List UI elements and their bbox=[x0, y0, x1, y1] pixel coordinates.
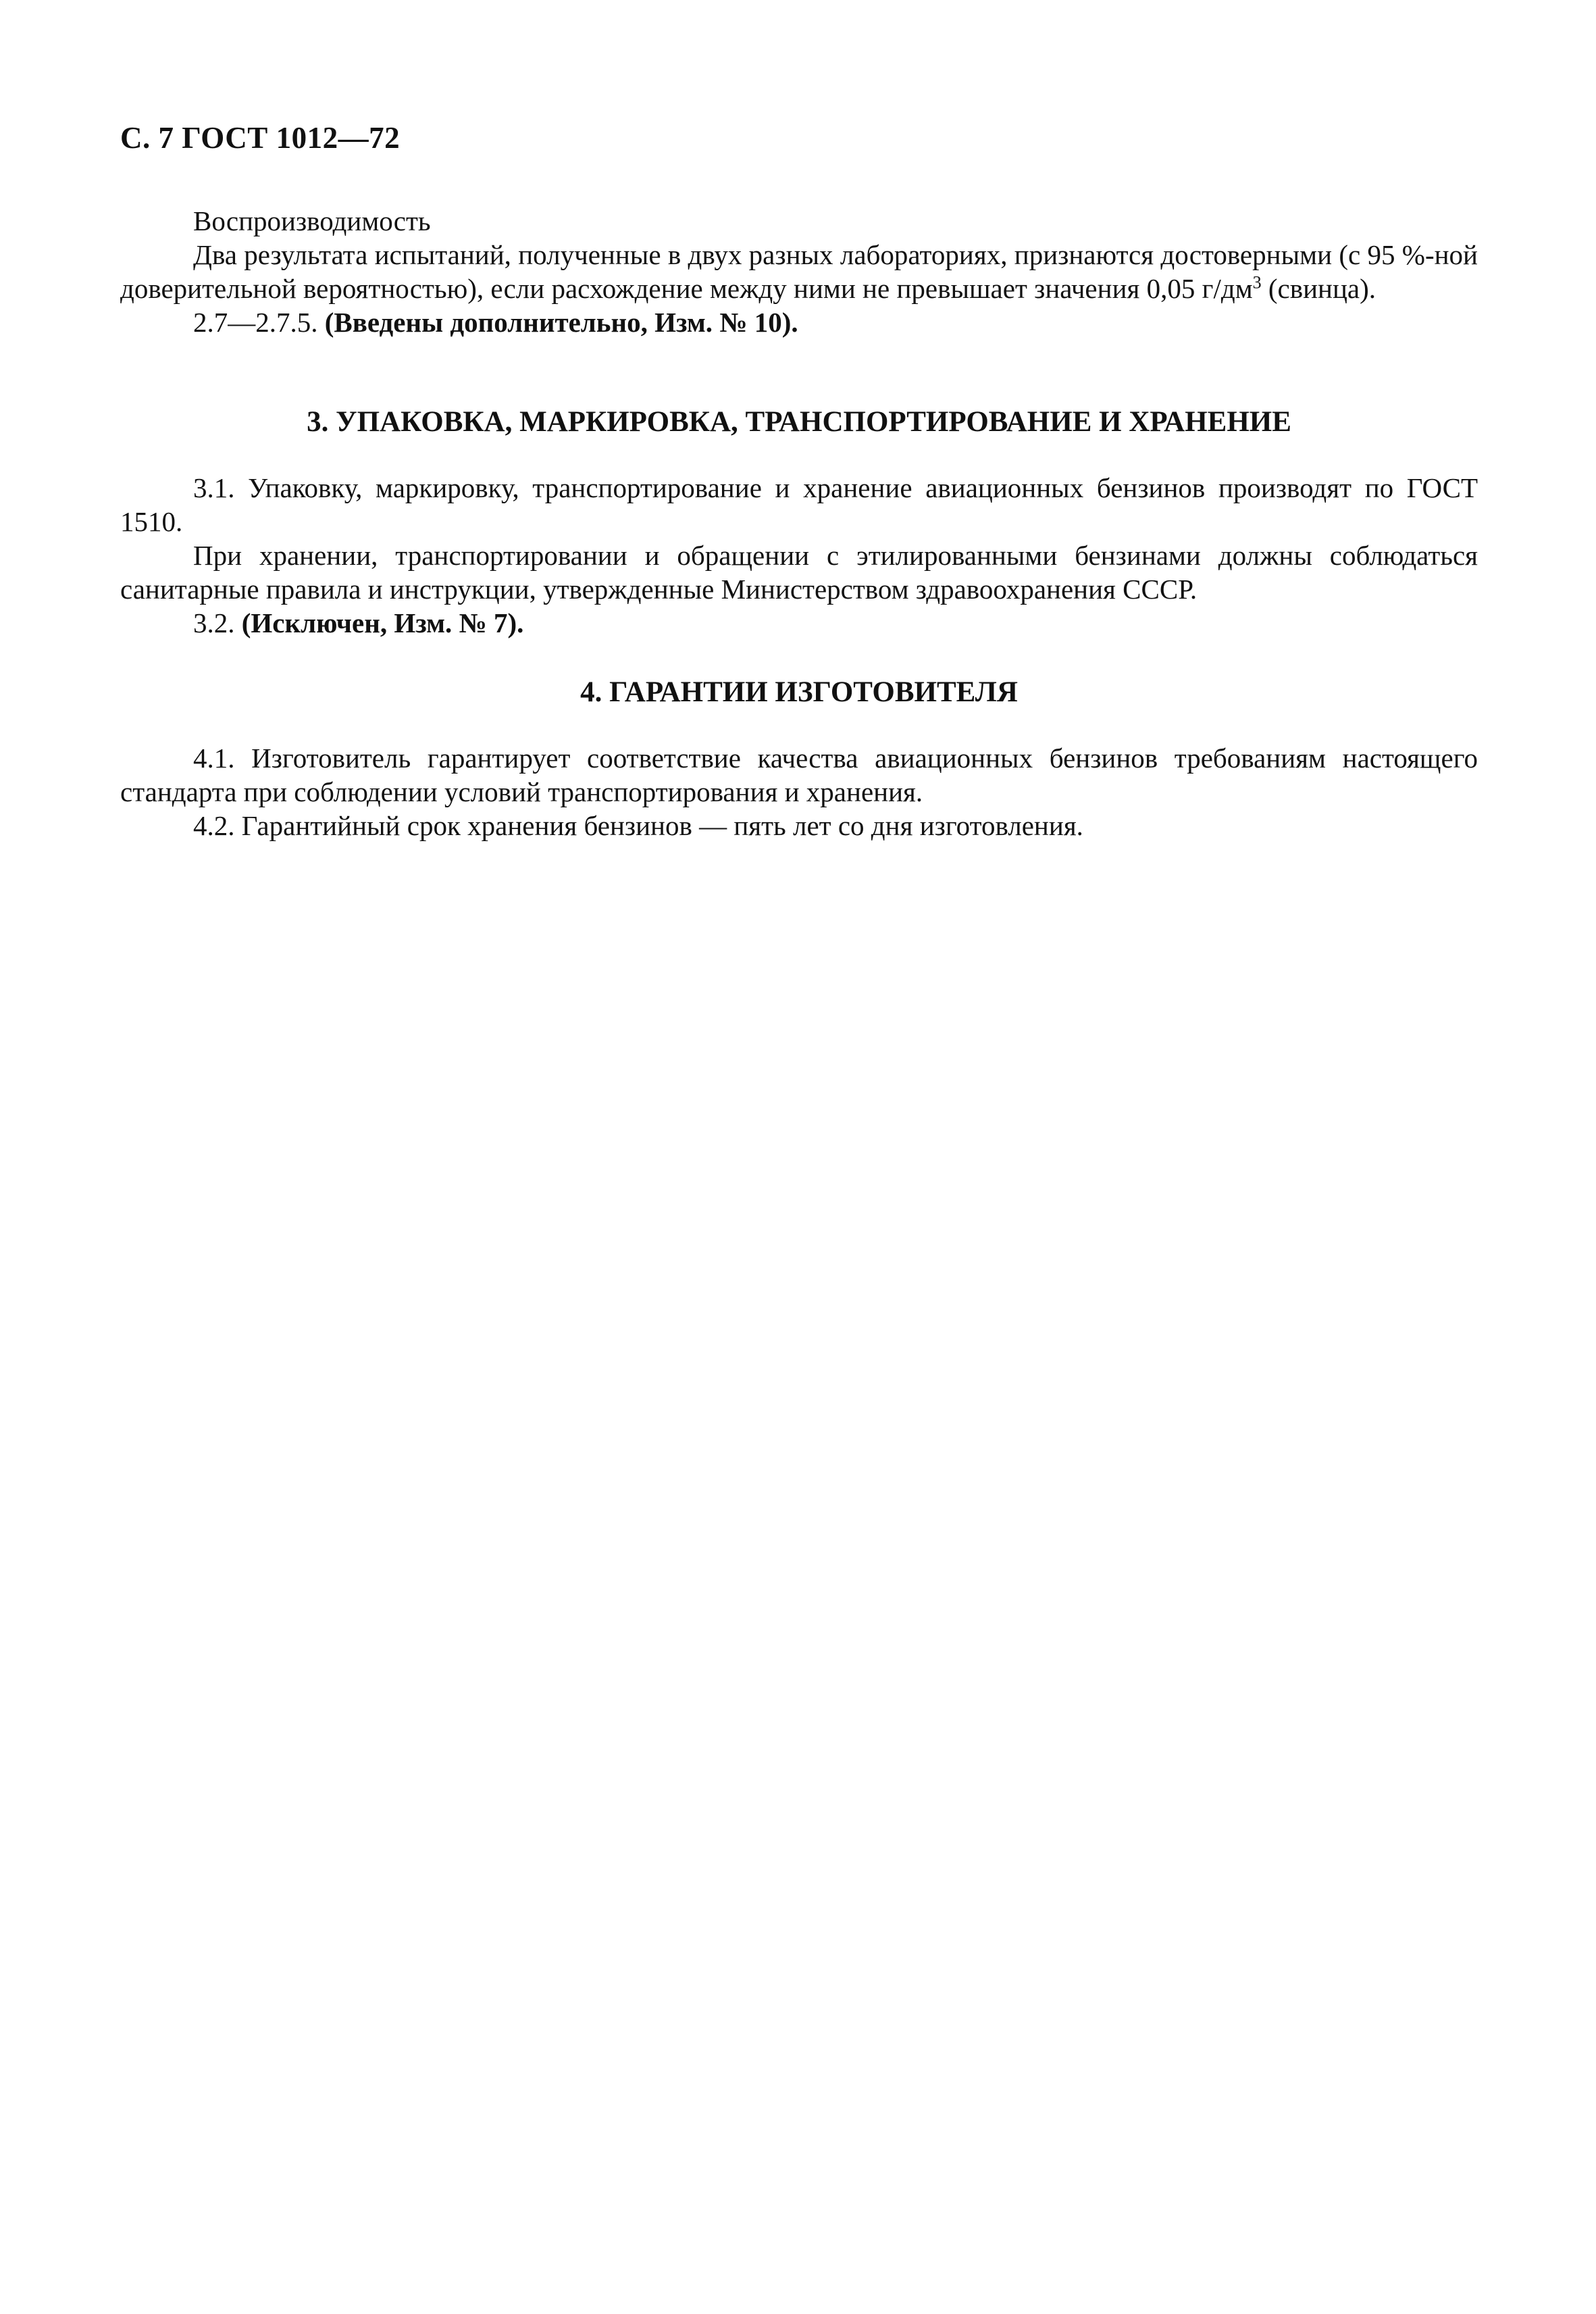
reproducibility-title: Воспроизводимость bbox=[193, 205, 431, 236]
clause-3-2 bbox=[120, 606, 1478, 640]
superscript-3: 3 bbox=[1252, 272, 1262, 293]
clause-3-2-ref: 3.2. bbox=[193, 607, 242, 638]
amendment-note-10 bbox=[120, 305, 1478, 339]
page-header: С. 7 ГОСТ 1012—72 bbox=[120, 121, 401, 155]
clause-4-2: 4.2. Гарантийный срок хранения бензинов — пять лет со дня изготовления. bbox=[193, 810, 1083, 841]
section-4-title: 4. ГАРАНТИИ ИЗГОТОВИТЕЛЯ bbox=[580, 676, 1018, 708]
clause-4-1: 4.1. Изготовитель гарантирует соответствие качества авиационных бензинов требованиям настоящего стандарта при соблюдении условий транспортирования и хранения. bbox=[120, 743, 1478, 807]
clause-3-1-storage: При хранении, транспортировании и обращении с этилированными бензинами должны соблюдаться санитарные правила и инструкции, утвержденные Министерством здравоохранения СССР. bbox=[120, 540, 1478, 605]
section-3-body bbox=[120, 471, 1478, 640]
amendment-bold: (Введены дополнительно, Изм. № 10). bbox=[324, 307, 798, 338]
clause-3-1: 3.1. Упаковку, маркировку, транспортирование и хранение авиационных бензинов производят по ГОСТ 1510. bbox=[120, 472, 1478, 537]
section-4-body bbox=[120, 741, 1478, 842]
reproducibility-text: Два результата испытаний, полученные в двух разных лабораториях, признаются достоверными (с 95 %-ной доверительной вероятностью), если расхождение между ними не превышает значения 0,05 г/дм bbox=[120, 239, 1478, 304]
section-3-title: 3. УПАКОВКА, МАРКИРОВКА, ТРАНСПОРТИРОВАНИЕ И ХРАНЕНИЕ bbox=[307, 406, 1291, 438]
reproducibility-paragraph bbox=[120, 238, 1478, 305]
reproducibility-text-end: (свинца). bbox=[1261, 273, 1376, 304]
amendment-ref: 2.7—2.7.5. bbox=[193, 307, 325, 338]
clause-3-2-bold: (Исключен, Изм. № 7). bbox=[241, 607, 524, 638]
reproducibility-block bbox=[120, 204, 1478, 339]
